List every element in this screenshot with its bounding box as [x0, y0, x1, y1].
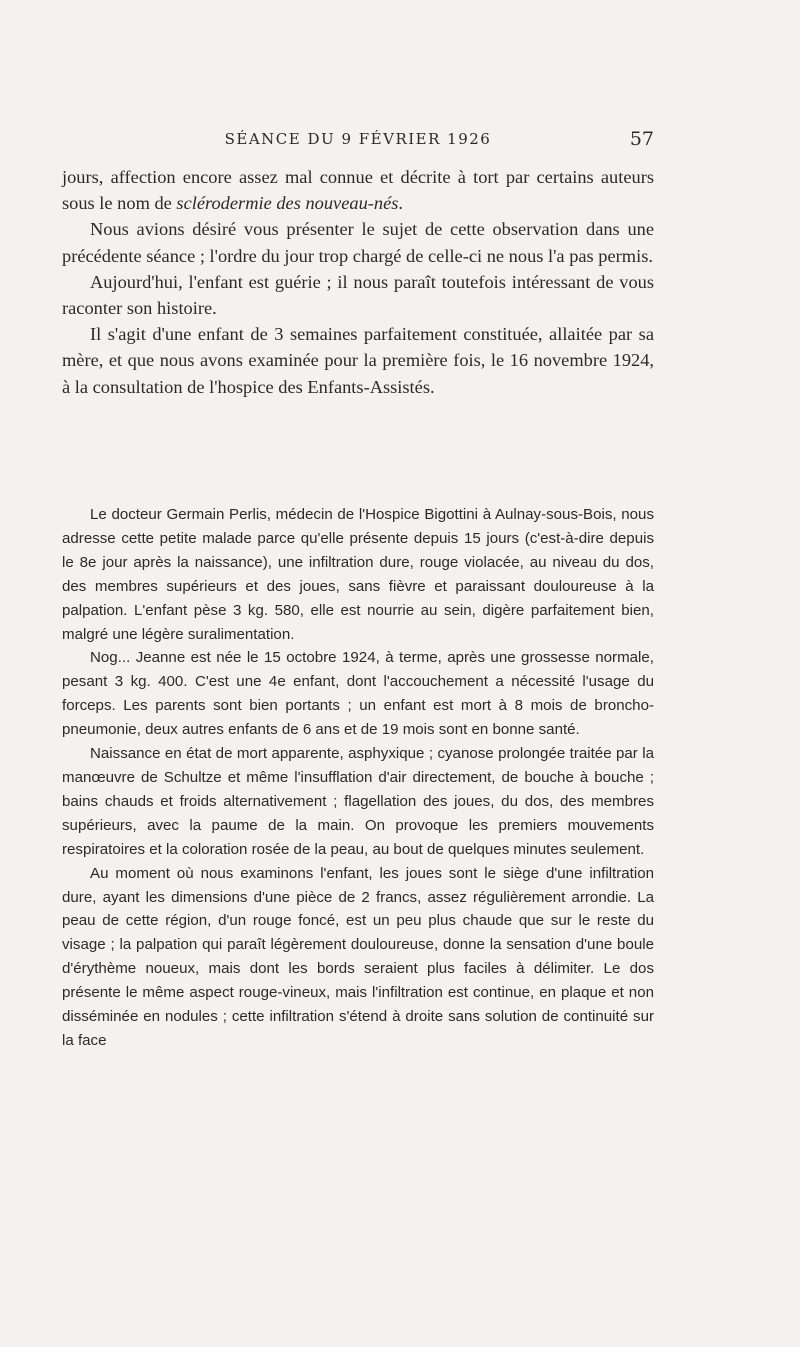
page-number: 57 [629, 128, 654, 150]
paragraph-text: . [398, 193, 404, 214]
running-head [62, 130, 654, 154]
running-head-title: SÉANCE DU 9 FÉVRIER 1926 [224, 130, 492, 148]
observation-paragraph: Nog... Jeanne est née le 15 octobre 1924, à terme, après une grossesse normale, pesant 3 kg. 400. C'est une 4e enfant, dont l'accouchement a nécessité l'usage du forceps. Les parents sont bien portants ; un enfant est mort à 8 mois de broncho-pneumonie, deux autres enfants de 6 ans et de 19 mois sont en bonne santé. [62, 649, 654, 739]
paragraph-text: jours, affection encore assez mal connue et décrite à tort par certains auteurs sous le nom de [62, 167, 654, 214]
observation-text [62, 503, 654, 1053]
italic-term: sclérodermie des nouveau-nés [176, 193, 399, 214]
paragraph: Aujourd'hui, l'enfant est guérie ; il nous paraît toutefois intéressant de vous raconter son histoire. [62, 271, 654, 319]
body-text [62, 164, 654, 400]
paragraph: Il s'agit d'une enfant de 3 semaines parfaitement constituée, allaitée par sa mère, et que nous avons examinée pour la première fois, le 16 novembre 1924, à la consultation de l'hospice des Enfants-Assistés. [62, 324, 654, 397]
observation-paragraph: Au moment où nous examinons l'enfant, les joues sont le siège d'une infiltration dure, ayant les dimensions d'une pièce de 2 francs, assez régulièrement arrondie. La peau de cette région, d'un rouge foncé, est un peu plus chaude que sur le reste du visage ; la palpation qui paraît légèrement douloureuse, donne la sensation d'une boule d'érythème noueux, mais dont les bords seraient plus faciles à délimiter. Le dos présente le même aspect rouge-vineux, mais l'infiltration est continue, en plaque et non disséminée en nodules ; cette infiltration s'étend à droite sans solution de continuité sur la face [62, 864, 654, 1049]
paragraph [62, 164, 654, 216]
observation-paragraph: Naissance en état de mort apparente, asphyxique ; cyanose prolongée traitée par la manœuvre de Schultze et même l'insufflation d'air directement, de bouche à bouche ; bains chauds et froids alternativement ; flagellation des joues, du dos, des membres supérieurs, avec la paume de la main. On provoque les premiers mouvements respiratoires et la coloration rosée de la peau, au bout de quelques minutes seulement. [62, 745, 654, 858]
observation-paragraph: Le docteur Germain Perlis, médecin de l'Hospice Bigottini à Aulnay-sous-Bois, nous adresse cette petite malade parce qu'elle présente depuis 15 jours (c'est-à-dire depuis le 8e jour après la naissance), une infiltration dure, rouge violacée, au niveau du dos, des membres supérieurs et des joues, sans fièvre et paraissant douloureuse à la palpation. L'enfant pèse 3 kg. 580, elle est nourrie au sein, digère parfaitement bien, malgré une légère suralimentation. [62, 506, 654, 643]
paragraph: Nous avions désiré vous présenter le sujet de cette observation dans une précédente séance ; l'ordre du jour trop chargé de celle-ci ne nous l'a pas permis. [62, 219, 654, 266]
